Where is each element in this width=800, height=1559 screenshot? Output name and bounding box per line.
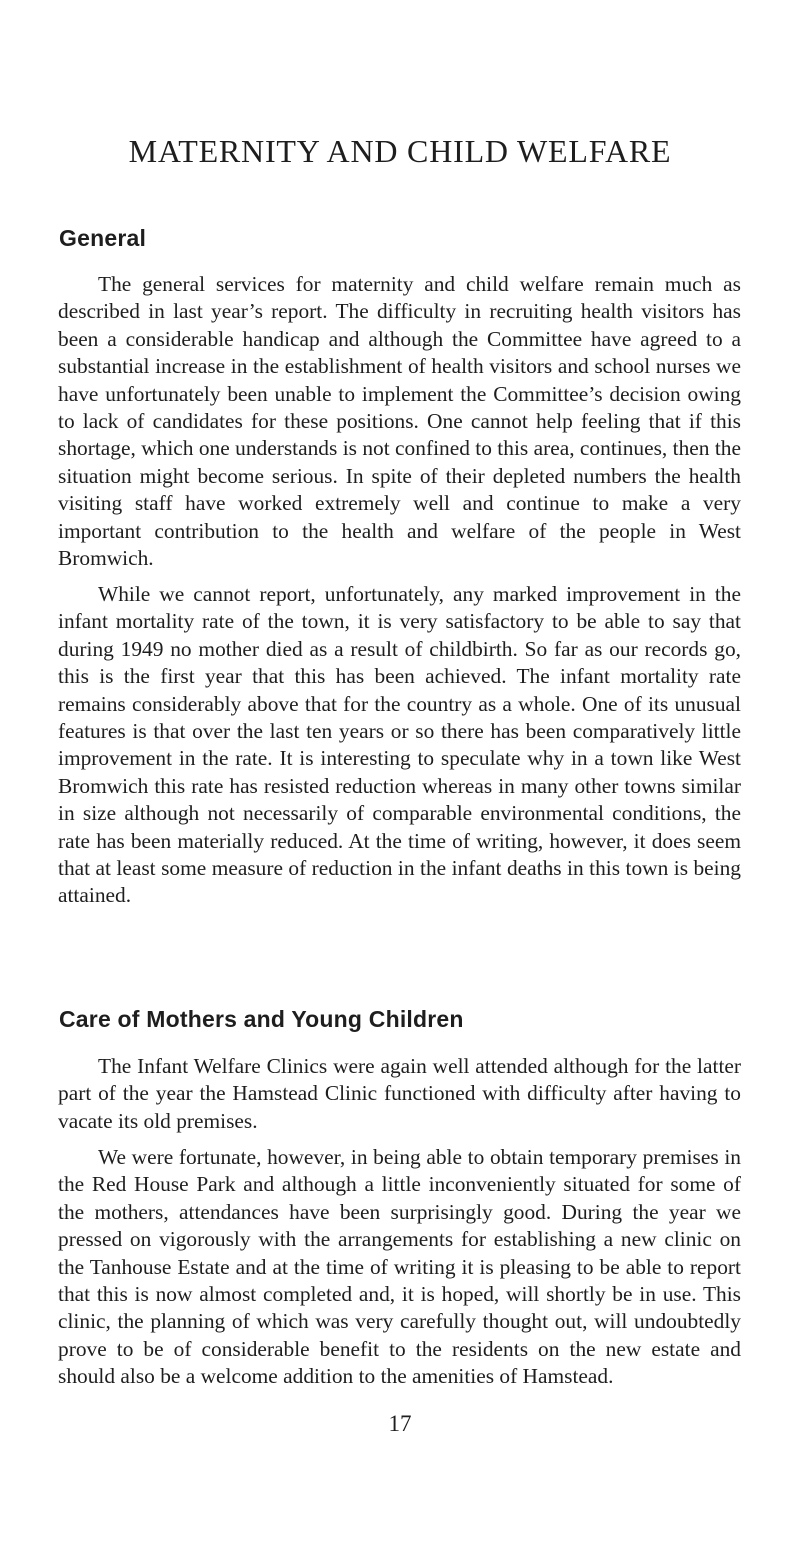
paragraph-general-2: While we cannot report, unfortunately, any marked improvement in the infant mortality rate of the town, it is very satisfactory to be able to say that during 1949 no mother died as a result of childbirth. So far as our records go, this is the first year that this has been achieved. The infant mortality rate remains considerably above that for the country as a whole. One of its unusual features is that over the last ten years or so there has been comparatively little improvement in the rate. It is interesting to speculate why in a town like West Bromwich this rate has resisted reduction whereas in many other towns similar in size although not necessarily of comparable environmental conditions, the rate has been materially reduced. At the time of writing, however, it does seem that at least some measure of reduction in the infant deaths in this town is being attained.	[58, 582, 741, 908]
page-number: 17	[388, 1411, 412, 1436]
paragraph-general-1: The general services for maternity and child welfare remain much as described in last year’s report. The difficulty in recruiting health visitors has been a considerable handicap and although the Committee have agreed to a substantial increase in the establishment of health visitors and school nurses we have unfortunately been unable to implement the Committee’s decision owing to lack of candidates for these positions. One cannot help feeling that if this shortage, which one understands is not confined to this area, continues, then the situation might become serious. In spite of their depleted numbers the health visiting staff have worked extremely well and continue to make a very important contribution to the health and welfare of the people in West Bromwich.	[58, 272, 741, 571]
section-heading-general: General	[59, 225, 147, 251]
section-heading-care-of-mothers: Care of Mothers and Young Children	[59, 1006, 464, 1032]
paragraph-care-2: We were fortunate, however, in being able to obtain temporary premises in the Red House Park and although a little inconveniently situated for some of the mothers, attendances have been surprisingly good. During the year we pressed on vigorously with the arrangements for establishing a new clinic on the Tanhouse Estate and at the time of writing it is pleasing to be able to report that this is now almost completed and, it is hoped, will shortly be in use. This clinic, the planning of which was very carefully thought out, will undoubtedly prove to be of considerable benefit to the residents on the new estate and should also be a welcome addition to the amenities of Hamstead.	[58, 1145, 741, 1389]
paragraph-care-1: The Infant Welfare Clinics were again well attended although for the latter part of the year the Hamstead Clinic functioned with difficulty after having to vacate its old premises.	[58, 1054, 741, 1133]
page-title: MATERNITY AND CHILD WELFARE	[128, 133, 672, 169]
